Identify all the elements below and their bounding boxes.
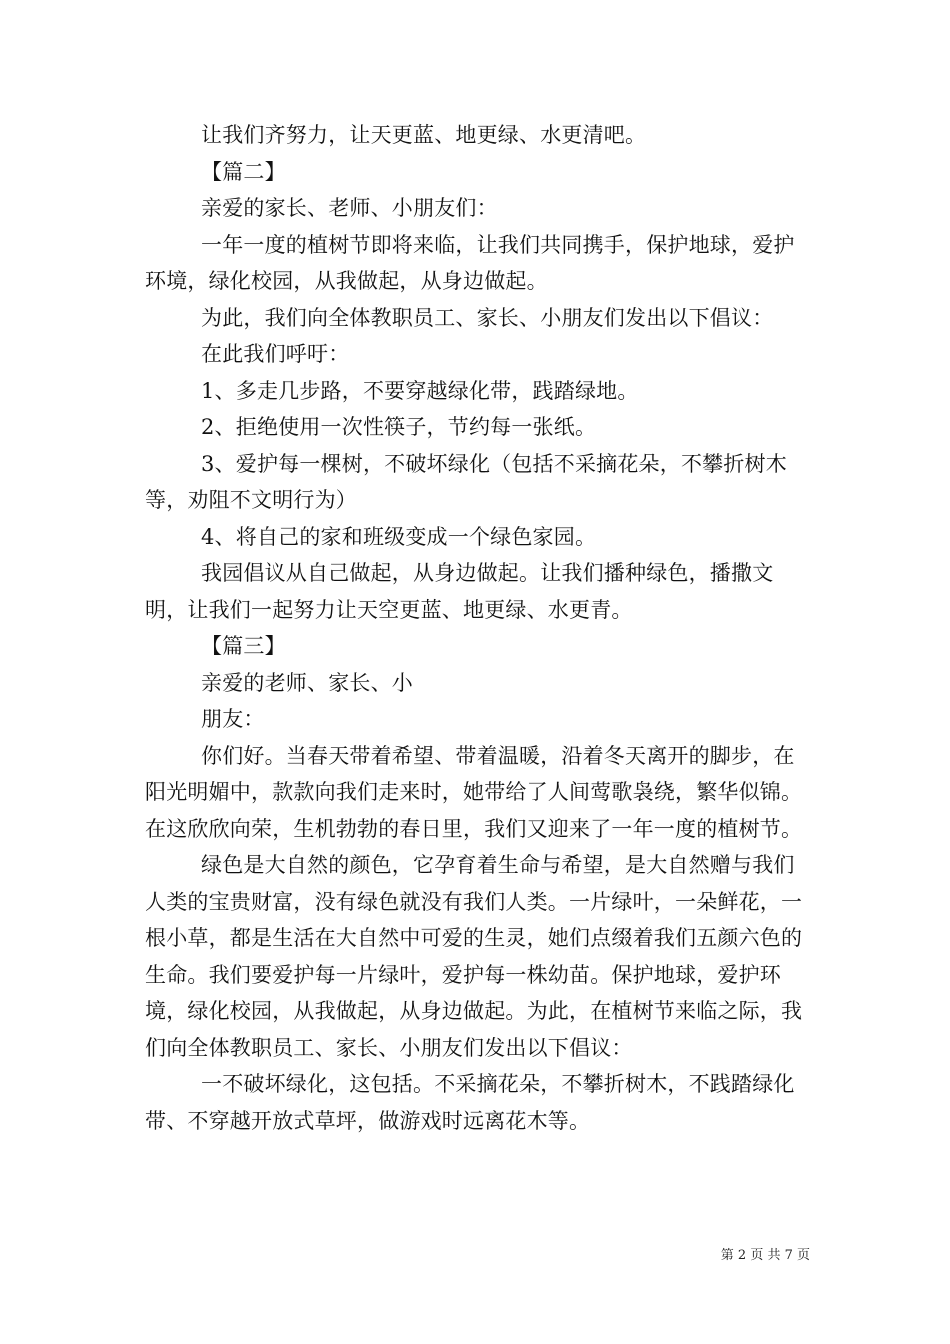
list-item-3: 3、爱护每一棵树，不破坏绿化（包括不采摘花朵，不攀折树木等，劝阻不文明行为） [145, 451, 787, 512]
paragraph-greeting-3: 你们好。当春天带着希望、带着温暖，沿着冬天离开的脚步，在阳光明媚中，款款向我们走来时，她带给了人间莺歌袅绕，繁华似锦。在这欣欣向荣，生机勃勃的春日里，我们又迎来了一年一度的植树节。 [145, 743, 803, 841]
section-heading-3: 【篇三】 [201, 634, 286, 658]
salutation-3-line-2: 朋友： [201, 707, 265, 731]
list-item-4: 4、将自己的家和班级变成一个绿色家园。 [201, 524, 597, 549]
list-item-1: 1、多走几步路，不要穿越绿化带，践踏绿地。 [201, 378, 639, 403]
page-number: 第 2 页 共 7 页 [720, 1248, 810, 1263]
section-heading-2: 【篇二】 [201, 159, 286, 184]
list-item-2: 2、拒绝使用一次性筷子，节约每一张纸。 [201, 415, 597, 439]
paragraph-proposal-item-1: 一不破坏绿化，这包括。不采摘花朵，不攀折树木，不践踏绿化带、不穿越开放式草坪，做游戏时远离花木等。 [145, 1072, 795, 1133]
document-body [145, 117, 810, 1139]
paragraph-intro-2: 一年一度的植树节即将来临，让我们共同携手，保护地球，爱护环境，绿化校园，从我做起，从身边做起。 [145, 232, 795, 293]
salutation-3-line-1: 亲爱的老师、家长、小 [201, 670, 413, 695]
paragraph-green-3: 绿色是大自然的颜色，它孕育着生命与希望，是大自然赠与我们人类的宝贵财富，没有绿色就没有我们人类。一片绿叶，一朵鲜花，一根小草，都是生活在大自然中可爱的生灵，她们点缀着我们五颜六色的生命。我们要爱护每一片绿叶，爱护每一株幼苗。保护地球，爱护环境，绿化校园，从我做起，从身边做起。为此，在植树节来临之际，我们向全体教职员工、家长、小朋友们发出以下倡议： [145, 853, 803, 1060]
paragraph-appeal: 在此我们呼吁： [201, 342, 350, 366]
salutation-2: 亲爱的家长、老师、小朋友们： [201, 196, 498, 220]
paragraph-closing: 让我们齐努力，让天更蓝、地更绿、水更清吧。 [201, 123, 647, 147]
paragraph-proposal-2: 为此，我们向全体教职员工、家长、小朋友们发出以下倡议： [201, 305, 774, 330]
paragraph-conclusion-2: 我园倡议从自己做起，从身边做起。让我们播种绿色，播撒文明，让我们一起努力让天空更蓝、地更绿、水更青。 [145, 561, 774, 622]
